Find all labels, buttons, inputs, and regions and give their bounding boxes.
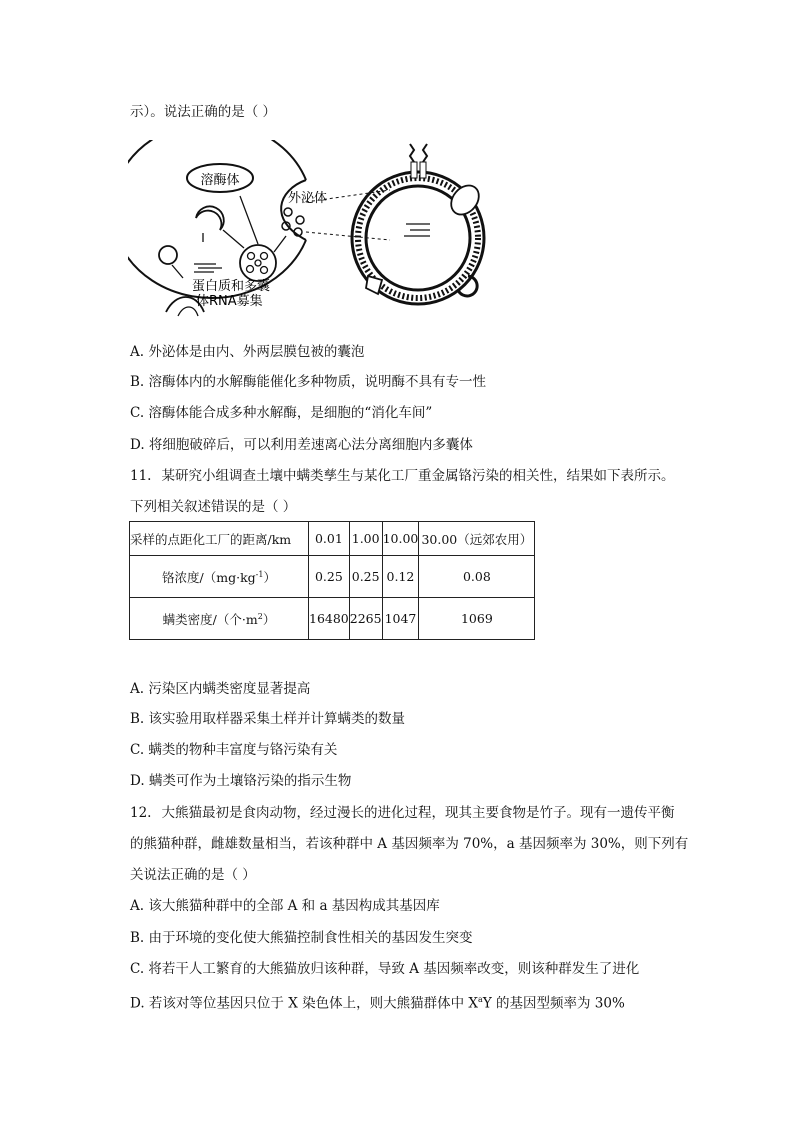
q12-option-d: D. 若该对等位基因只位于 X 染色体上，则大熊猫群体中 $X^aY$ 的基因型频率为 30% [130,995,625,1012]
protein-rna-label-2: 体RNA募集 [196,294,263,309]
q11-option-b: B. 该实验用取样器采集土样并计算螨类的数量 [130,711,406,727]
table-cell: 10.00 [382,522,419,556]
table-row [130,556,535,598]
q10-option-b: B. 溶酶体内的水解酶能催化多种物质，说明酶不具有专一性 [130,374,487,390]
q11-option-c: C. 螨类的物种丰富度与铬污染有关 [130,742,338,758]
q12-stem-line2: 的熊猫种群，雌雄数量相当，若该种群中 A 基因频率为 70%，a 基因频率为 30%，则下列有 [130,836,689,852]
table-cell: 1069 [419,598,535,640]
table-cell: 1047 [382,598,419,640]
q11-stem-line1: 11. 某研究小组调查土壤中螨类孳生与某化工厂重金属铬污染的相关性，结果如下表所示。 [130,468,675,484]
multivesicular-body [240,245,276,281]
q12-option-b: B. 由于环境的变化使大熊猫控制食性相关的基因发生突变 [130,930,473,946]
protein-rna-label-1: 蛋白质和多囊 [192,279,271,294]
table-cell: 2265 [349,598,382,640]
table-cell: 铬浓度$/(mg\cdot kg^{-1})$ [130,556,309,598]
q10-option-c: C. 溶酶体能合成多种水解酶，是细胞的“消化车间” [130,405,433,421]
q10-option-d: D. 将细胞破碎后，可以利用差速离心法分离细胞内多囊体 [130,437,473,453]
q12-option-a: A. 该大熊猫种群中的全部 A 和 a 基因构成其基因库 [130,898,440,914]
q11-number: 11. [130,468,152,484]
exosome-label: 外泌体 [288,191,328,206]
q10-option-a: A. 外泌体是由内、外两层膜包被的囊泡 [130,344,365,360]
exosome-diagram [128,140,528,330]
table-row [130,522,535,556]
q12-number: 12. [130,805,152,821]
q12-stem-line1: 12. 大熊猫最初是食肉动物，经过漫长的进化过程，现其主要食物是竹子。现有一遗传平衡 [130,805,675,821]
table-cell: 螨类密度/（个$\cdot m^2$） [130,598,309,640]
q12-stem-line3: 关说法正确的是（ ） [130,867,256,883]
table-cell: 0.25 [349,556,382,598]
q12-option-c: C. 将若干人工繁育的大熊猫放归该种群，导致 A 基因频率改变，则该种群发生了进化 [130,961,640,977]
chromium-mite-table [129,521,535,640]
q10-stem-tail: 示）。说法正确的是（ ） [130,104,277,120]
q11-stem-line2: 下列相关叙述错误的是（ ） [130,499,297,515]
q11-option-d: D. 螨类可作为土壤铬污染的指示生物 [130,773,352,789]
lysosome-label: 溶酶体 [200,173,240,188]
table-cell: 16480 [309,598,350,640]
table-cell: 0.12 [382,556,419,598]
table-row [130,598,535,640]
q11-option-a: A. 污染区内螨类密度显著提高 [130,681,311,697]
table-cell: 30.00（远郊农用） [419,522,535,556]
table-cell: 1.00 [349,522,382,556]
table-cell: 0.08 [419,556,535,598]
table-cell: 0.01 [309,522,350,556]
table-cell: 采样的点距化工厂的距离/km [130,522,309,556]
table-cell: 0.25 [309,556,350,598]
